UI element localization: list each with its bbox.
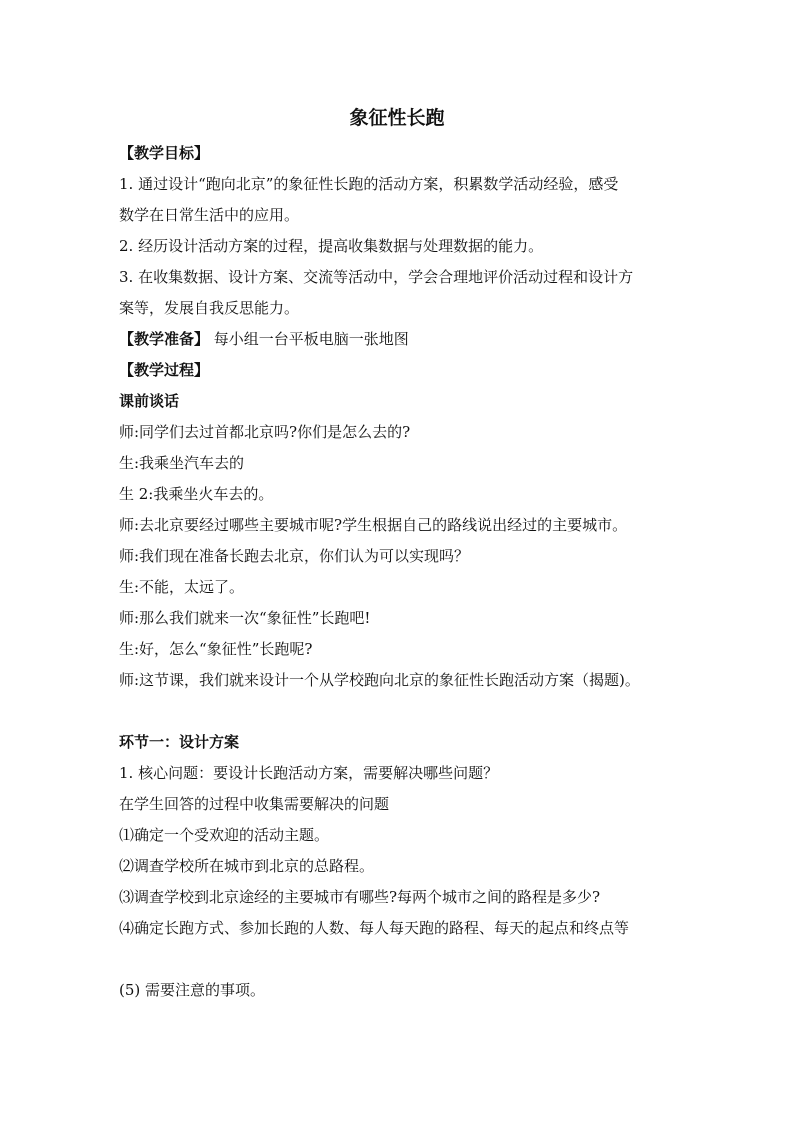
dialogue-line: 生:不能，太远了。 bbox=[119, 578, 245, 596]
section1-last-line: (5) 需要注意的事项。 bbox=[119, 981, 266, 999]
section1-heading: 环节一：设计方案 bbox=[119, 733, 240, 751]
objectives-heading: 【教学目标】 bbox=[119, 144, 210, 162]
section1-line: ⑷确定长跑方式、参加长跑的人数、每人每天跑的路程、每天的起点和终点等 bbox=[119, 919, 630, 937]
objective-line: 2. 经历设计活动方案的过程，提高收集数据与处理数据的能力。 bbox=[119, 237, 544, 255]
section1-line: 1. 核心问题：要设计长跑活动方案，需要解决哪些问题？ bbox=[119, 764, 499, 782]
document-body bbox=[119, 138, 679, 1006]
dialogue-line: 生:好，怎么“象征性”长跑呢? bbox=[119, 640, 313, 658]
dialogue-line: 师:这节课，我们就来设计一个从学校跑向北京的象征性长跑活动方案（揭题)。 bbox=[119, 671, 640, 689]
blank-gap bbox=[119, 696, 679, 727]
dialogue-line: 师:我们现在准备长跑去北京，你们认为可以实现吗？ bbox=[119, 547, 470, 565]
section1-line: 在学生回答的过程中收集需要解决的问题 bbox=[119, 795, 390, 813]
blank-gap bbox=[119, 944, 679, 975]
dialogue-line: 师:那么我们就来一次“象征性”长跑吧! bbox=[119, 609, 371, 627]
preparation-heading: 【教学准备】 bbox=[119, 330, 210, 348]
dialogue-line: 生:我乘坐汽车去的 bbox=[119, 454, 245, 472]
section1-line: ⑶调查学校到北京途经的主要城市有哪些?每两个城市之间的路程是多少? bbox=[119, 888, 601, 906]
page-title: 象征性长跑 bbox=[349, 107, 445, 129]
objective-line: 案等，发展自我反思能力。 bbox=[119, 299, 300, 317]
objective-line: 数学在日常生活中的应用。 bbox=[119, 206, 300, 224]
dialogue-line: 师:去北京要经过哪些主要城市呢?学生根据自己的路线说出经过的主要城市。 bbox=[119, 516, 628, 534]
dialogue-line: 生 2:我乘坐火车去的。 bbox=[119, 485, 274, 503]
pre-talk-heading: 课前谈话 bbox=[119, 392, 180, 410]
objective-line: 3. 在收集数据、设计方案、交流等活动中，学会合理地评价活动过程和设计方 bbox=[119, 268, 634, 286]
dialogue-line: 师:同学们去过首都北京吗?你们是怎么去的? bbox=[119, 423, 411, 441]
section1-line: ⑵调查学校所在城市到北京的总路程。 bbox=[119, 857, 375, 875]
process-heading: 【教学过程】 bbox=[119, 361, 210, 379]
section1-line: ⑴确定一个受欢迎的活动主题。 bbox=[119, 826, 330, 844]
preparation-line bbox=[119, 324, 679, 355]
objective-line: 1. 通过设计“跑向北京”的象征性长跑的活动方案，积累数学活动经验，感受 bbox=[119, 175, 619, 193]
preparation-text: 每小组一台平板电脑一张地图 bbox=[209, 330, 409, 348]
